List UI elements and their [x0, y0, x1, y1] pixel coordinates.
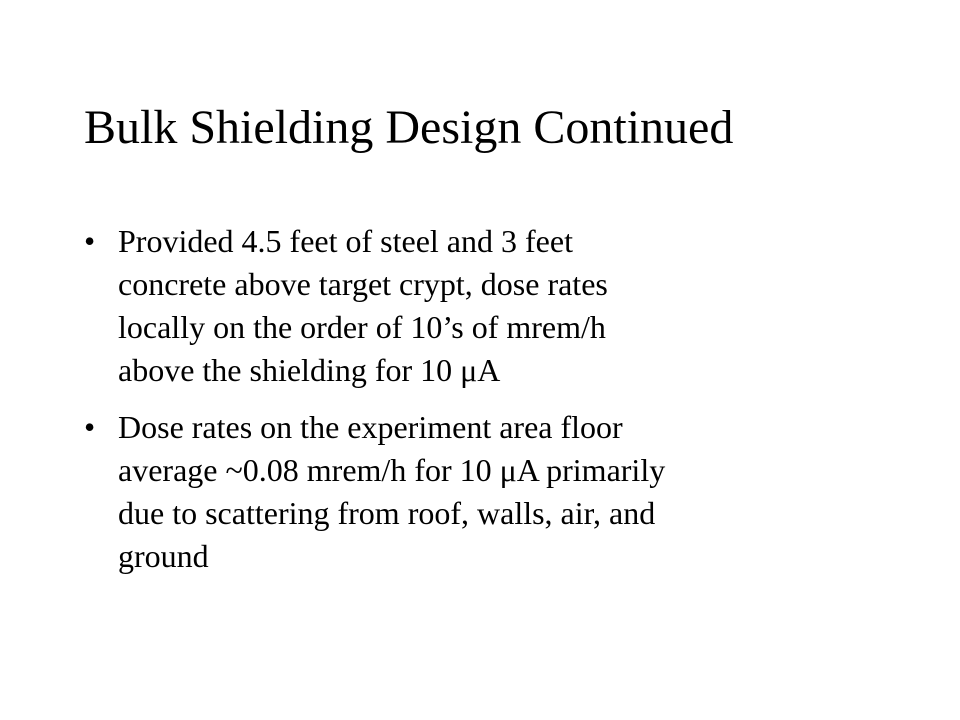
bullet-item: [84, 220, 874, 392]
bullet-item: [84, 406, 874, 578]
bullet-line: concrete above target crypt, dose rates: [118, 266, 608, 302]
bullet-line: Provided 4.5 feet of steel and 3 feet: [118, 223, 573, 259]
bullet-line: Dose rates on the experiment area floor: [118, 409, 623, 445]
bullet-dot-icon: •: [84, 223, 96, 259]
bullet-line: average ~0.08 mrem/h for 10 μA primarily: [118, 452, 666, 488]
slide-title: Bulk Shielding Design Continued: [84, 101, 734, 154]
bullet-dot-icon: •: [84, 409, 96, 445]
bullet-line: locally on the order of 10’s of mrem/h: [118, 309, 606, 345]
bullet-line: due to scattering from roof, walls, air, and: [118, 495, 656, 531]
bullet-line: above the shielding for 10 μA: [118, 352, 501, 388]
bullet-list: [84, 220, 874, 592]
bullet-line: ground: [118, 538, 209, 574]
